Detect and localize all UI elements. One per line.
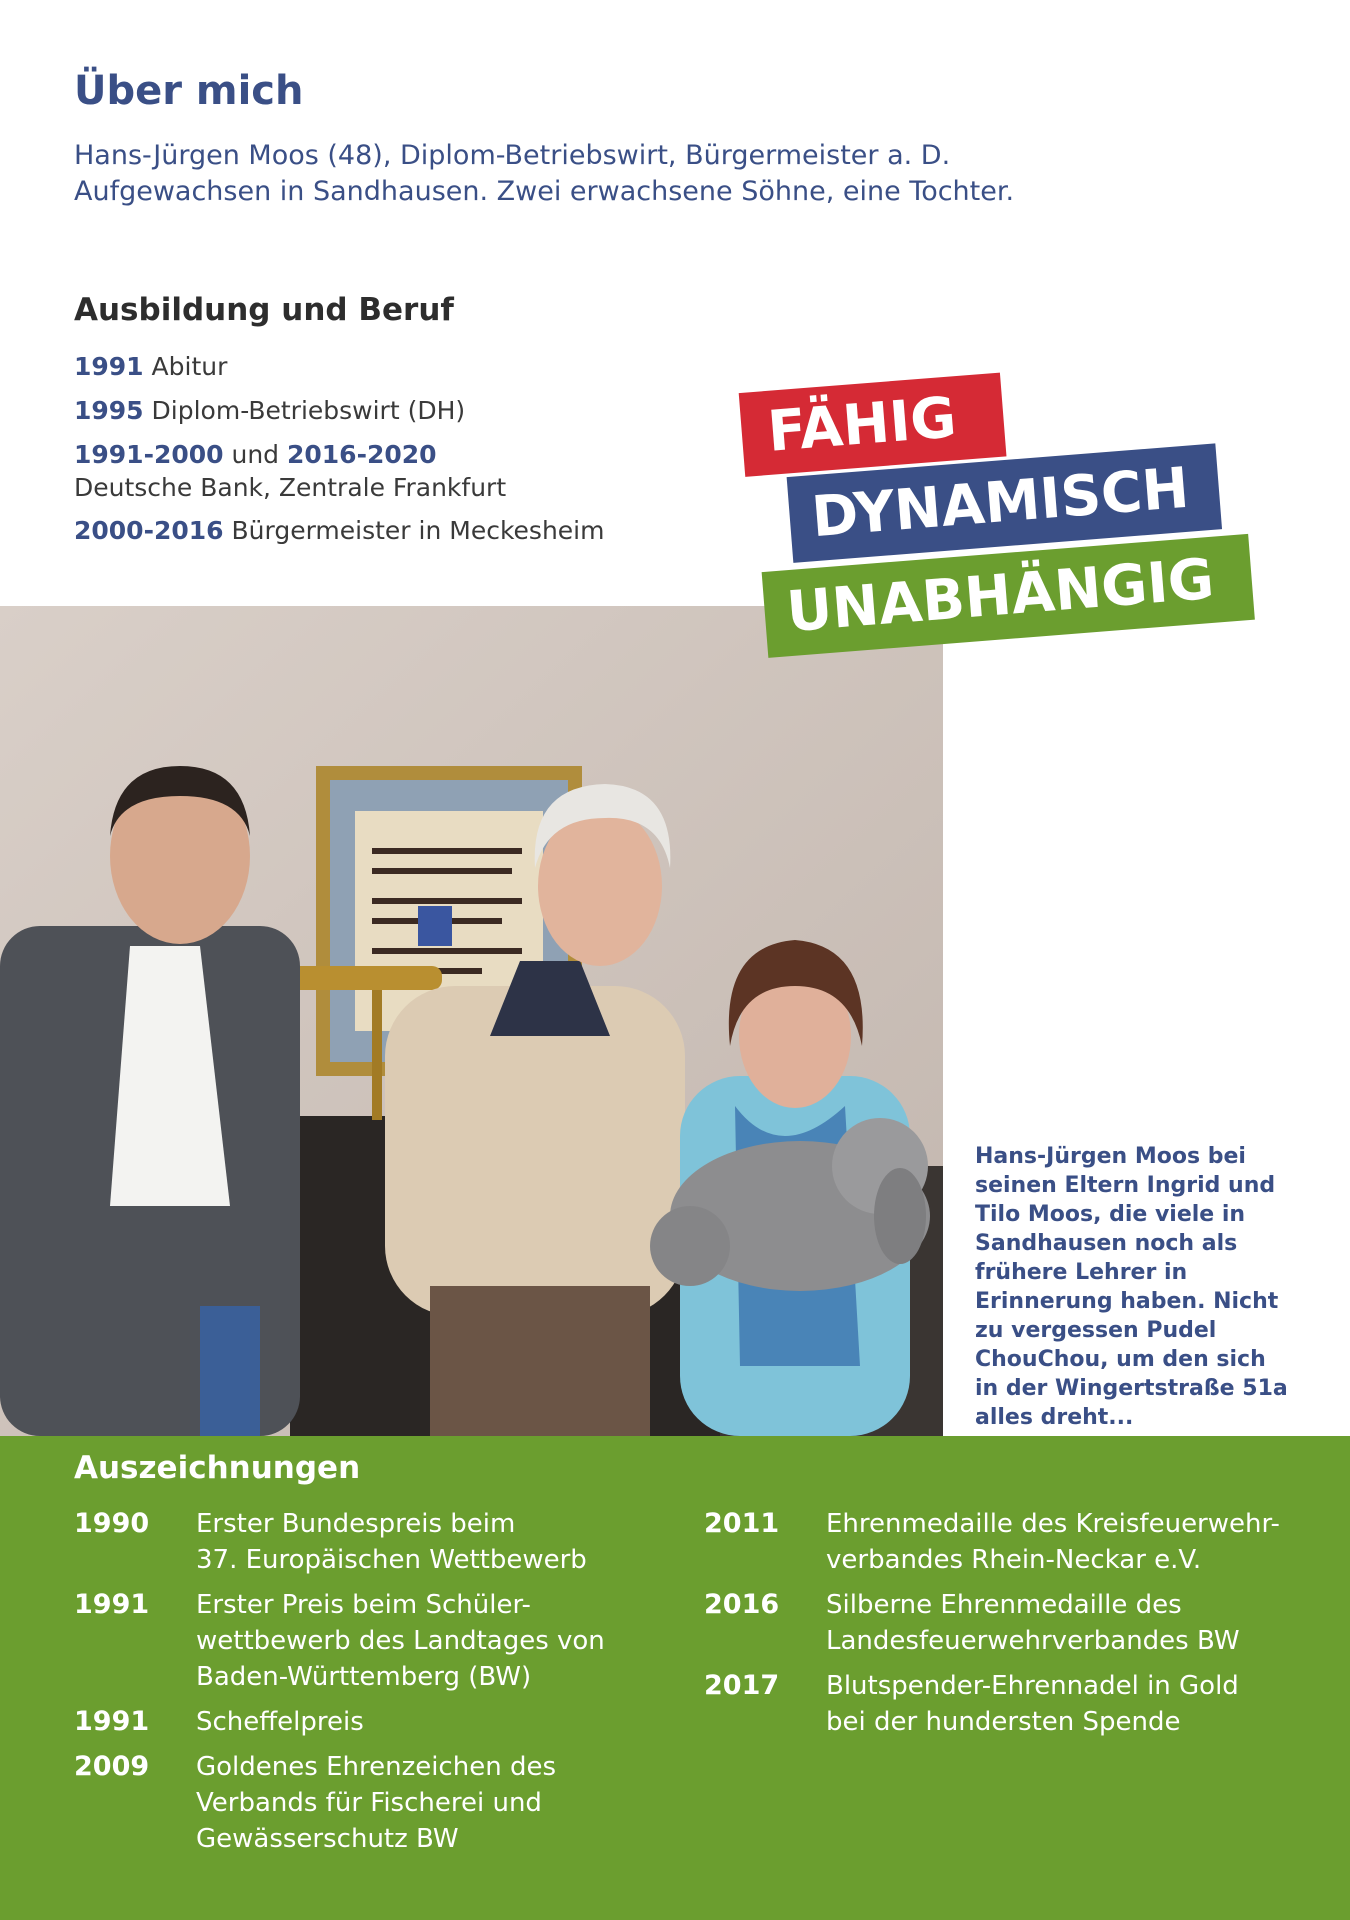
career-item — [74, 514, 734, 548]
career-year: 1991-2000 — [74, 440, 224, 469]
award-text: Goldenes Ehrenzeichen des Verbands für Fischerei und Gewässerschutz BW — [196, 1752, 556, 1854]
career-text: Diplom-Betriebswirt (DH) — [143, 396, 466, 425]
slogan-faehig: FÄHIG — [739, 373, 1007, 477]
career-text: Deutsche Bank, Zentrale Frankfurt — [74, 473, 507, 502]
award-item — [74, 1704, 654, 1740]
awards-list-left — [74, 1506, 654, 1866]
career-connector: und — [223, 440, 287, 469]
career-item — [74, 350, 734, 384]
award-item — [74, 1587, 654, 1695]
award-year: 2017 — [704, 1670, 780, 1701]
award-item — [704, 1668, 1324, 1740]
career-text: Abitur — [143, 352, 228, 381]
award-text: Erster Preis beim Schüler- wettbewerb des Landtages von Baden-Württemberg (BW) — [196, 1590, 605, 1692]
intro-line-2: Aufgewachsen in Sandhausen. Zwei erwachsene Söhne, eine Tochter. — [74, 176, 1015, 207]
career-year: 1995 — [74, 396, 144, 425]
intro-line-1: Hans-Jürgen Moos (48), Diplom-Betriebswirt, Bürgermeister a. D. — [74, 140, 951, 171]
award-year: 2016 — [704, 1589, 780, 1620]
career-year: 1991 — [74, 352, 144, 381]
awards-list-right — [704, 1506, 1324, 1749]
slogan-dynamisch: DYNAMISCH — [787, 443, 1222, 562]
award-text: Blutspender-Ehrennadel in Gold bei der hundersten Spende — [826, 1671, 1239, 1737]
award-year: 2009 — [74, 1751, 150, 1782]
award-item — [704, 1587, 1324, 1659]
award-text: Scheffelpreis — [196, 1707, 364, 1737]
family-photo-illustration — [0, 606, 943, 1436]
career-year: 2000-2016 — [74, 516, 224, 545]
award-item — [704, 1506, 1324, 1578]
award-year: 1991 — [74, 1589, 150, 1620]
family-photo — [0, 606, 943, 1436]
award-item — [74, 1506, 654, 1578]
career-item — [74, 438, 734, 504]
intro-text — [74, 138, 1274, 210]
page-title: Über mich — [74, 68, 304, 114]
award-year: 2011 — [704, 1508, 780, 1539]
career-list — [74, 350, 734, 558]
career-item — [74, 394, 734, 428]
award-year: 1991 — [74, 1706, 150, 1737]
career-text: Bürgermeister in Meckesheim — [223, 516, 605, 545]
career-section-title: Ausbildung und Beruf — [74, 292, 454, 328]
photo-caption: Hans-Jürgen Moos bei seinen Eltern Ingrid und Tilo Moos, die viele in Sandhausen noch als frühere Lehrer in Erinnerung haben. Nicht zu vergessen Pudel ChouChou, um den sich in der Wingertstraße 51a alles dreht... — [975, 1144, 1288, 1430]
award-text: Ehrenmedaille des Kreisfeuerwehr- verbandes Rhein-Neckar e.V. — [826, 1509, 1280, 1575]
awards-section-title: Auszeichnungen — [74, 1450, 361, 1486]
award-item — [74, 1749, 654, 1857]
award-text: Silberne Ehrenmedaille des Landesfeuerwehrverbandes BW — [826, 1590, 1240, 1656]
award-year: 1990 — [74, 1508, 150, 1539]
career-year-2: 2016-2020 — [287, 440, 437, 469]
slogan-unabhaengig: UNABHÄNGIG — [762, 534, 1255, 658]
award-text: Erster Bundespreis beim 37. Europäischen Wettbewerb — [196, 1509, 587, 1575]
